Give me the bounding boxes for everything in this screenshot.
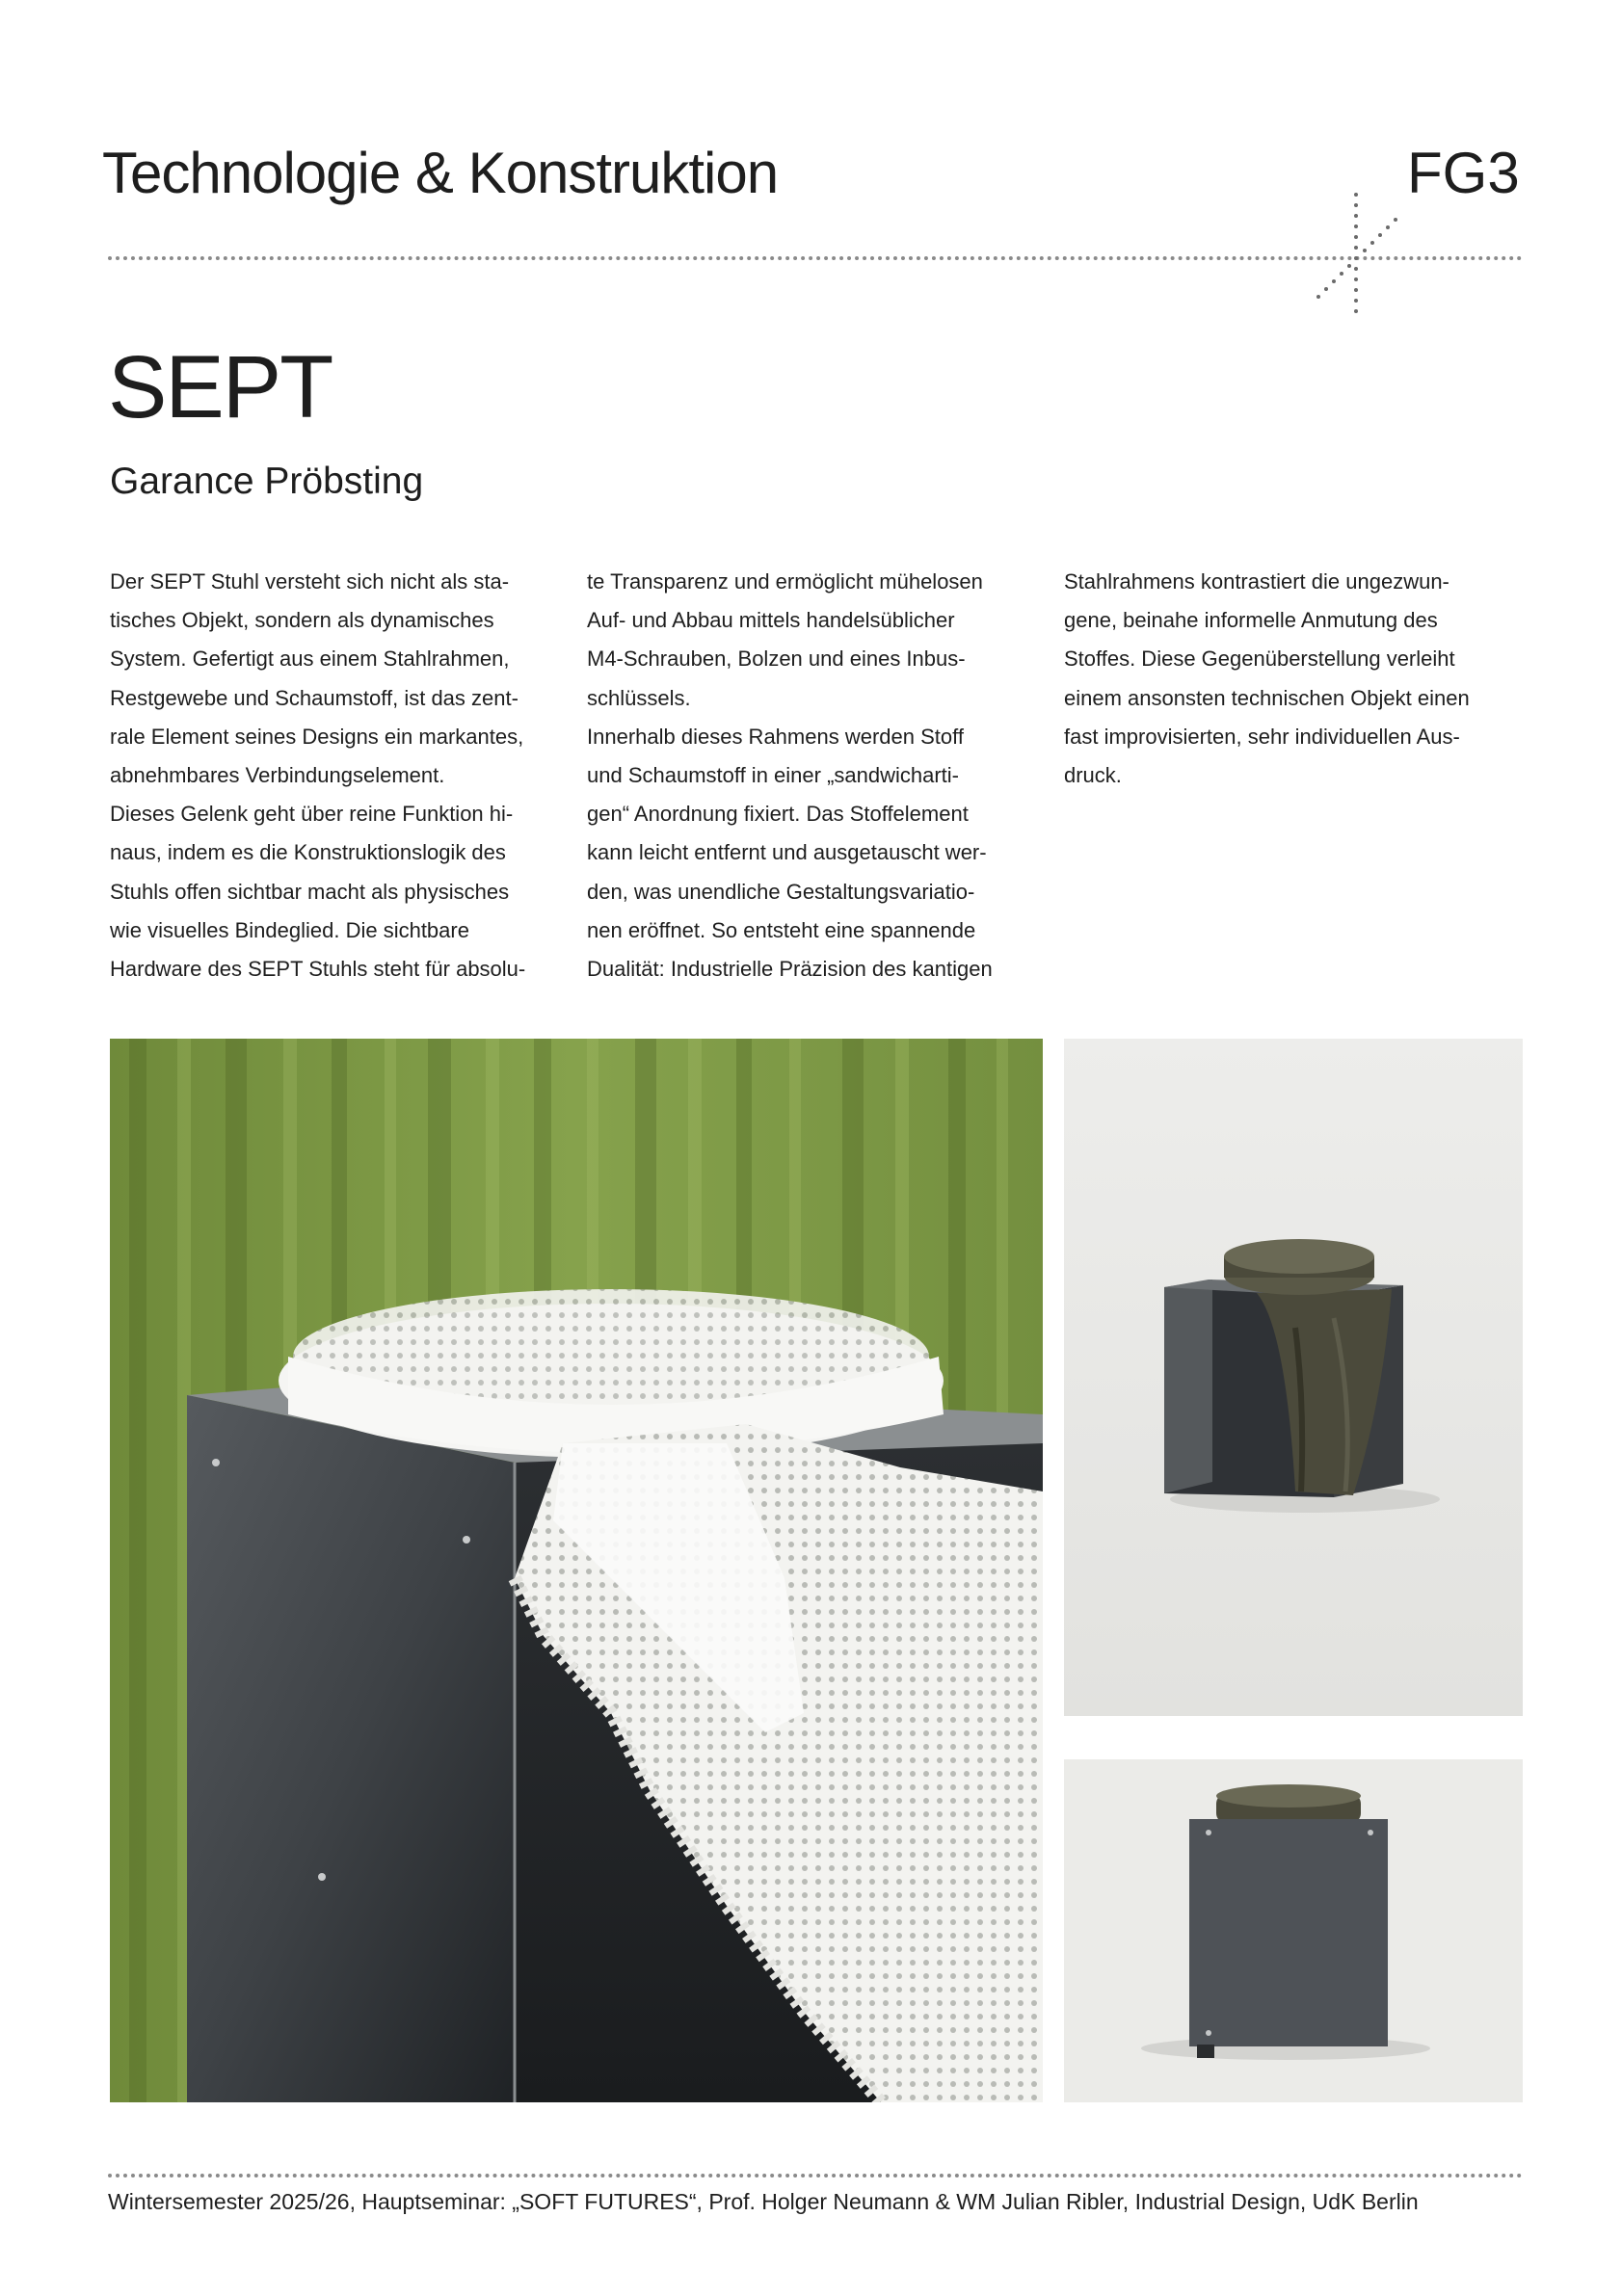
body-line: Auf- und Abbau mittels handelsüblicher [587,608,955,633]
body-line: wie visuelles Bindeglied. Die sichtbare [110,917,469,942]
article-title: SEPT [108,338,332,436]
body-line: System. Gefertigt aus einem Stahlrahmen, [110,647,510,672]
body-line: schlüssels. [587,685,691,710]
footer-divider [108,2174,1523,2177]
footer-credits: Wintersemester 2025/26, Hauptseminar: „SOFT FUTURES“, Prof. Holger Neumann & WM Julian Ribler, Industrial Design, UdK Berlin [108,2189,1419,2214]
body-line: druck. [1064,763,1122,788]
photo-stool-front [1064,1759,1523,2102]
article-author: Garance Pröbsting [110,461,424,502]
body-line: Restgewebe und Schaumstoff, ist das zent- [110,685,519,710]
body-column-3 [1064,563,1517,795]
body-line: gen“ Anordnung fixiert. Das Stoffelement [587,802,969,827]
body-line: nen eröffnet. So entsteht eine spannende [587,917,976,942]
body-line: naus, indem es die Konstruktionslogik des [110,840,506,865]
main-photo-lace-stool [110,1039,1043,2102]
body-line: rale Element seines Designs ein markantes, [110,724,524,749]
body-column-1 [110,563,563,989]
body-line: Stoffes. Diese Gegenüberstellung verleiht [1064,647,1455,672]
body-line: M4-Schrauben, Bolzen und eines Inbus- [587,647,966,672]
body-column-2 [587,563,1040,989]
body-line: einem ansonsten technischen Objekt einen [1064,685,1470,710]
crosshair-ornament-icon [1311,189,1407,324]
body-line: den, was unendliche Gestaltungsvariatio- [587,879,975,904]
body-line: und Schaumstoff in einer „sandwicharti- [587,763,960,788]
body-line: tisches Objekt, sondern als dynamisches [110,608,494,633]
section-code: FG3 [1407,141,1520,205]
body-line: Dualität: Industrielle Präzision des kantigen [587,957,993,982]
body-line: kann leicht entfernt und ausgetauscht wer- [587,840,987,865]
body-line: Stuhls offen sichtbar macht als physisches [110,879,510,904]
section-title: Technologie & Konstruktion [102,141,779,205]
body-line: Der SEPT Stuhl versteht sich nicht als sta- [110,569,510,594]
body-line: fast improvisierten, sehr individuellen Aus- [1064,724,1460,749]
body-line: Innerhalb dieses Rahmens werden Stoff [587,724,964,749]
body-line: Dieses Gelenk geht über reine Funktion hi- [110,802,514,827]
body-line: abnehmbares Verbindungselement. [110,763,445,788]
body-line: Stahlrahmens kontrastiert die ungezwun- [1064,569,1449,594]
body-line: te Transparenz und ermöglicht mühelosen [587,569,983,594]
photo-stool-angled [1064,1039,1523,1716]
body-line: Hardware des SEPT Stuhls steht für absolu- [110,957,526,982]
body-line: gene, beinahe informelle Anmutung des [1064,608,1438,633]
